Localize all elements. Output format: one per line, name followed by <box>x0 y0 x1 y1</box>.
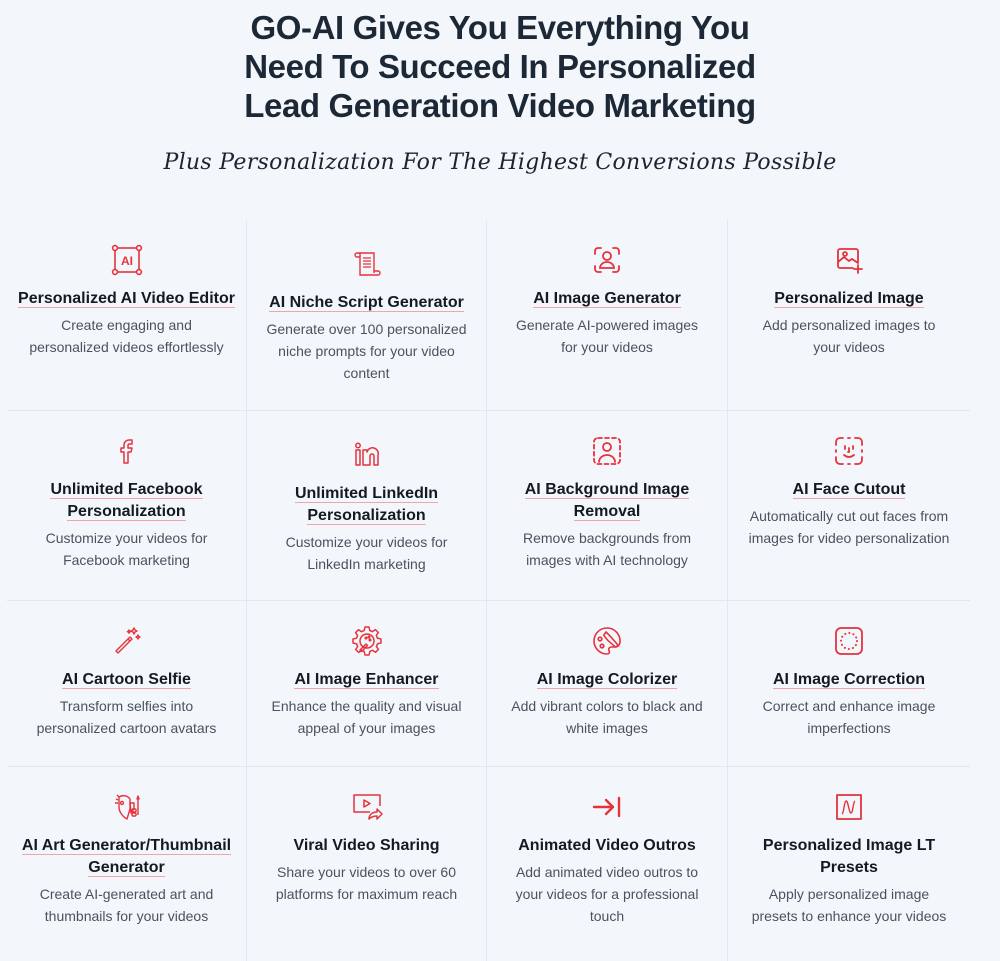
linkedin-icon <box>351 439 383 471</box>
image-add-icon <box>833 244 865 276</box>
ai-art-icon <box>111 791 143 823</box>
title-line-1: GO-AI Gives You Everything You <box>250 9 750 46</box>
page-title <box>0 8 1000 125</box>
feature-title: Animated Video Outros <box>518 837 696 854</box>
feature-description: Add animated video outros to your videos for a professional touch <box>515 864 699 924</box>
feature-description: Add vibrant colors to black and white images <box>511 698 703 736</box>
feature-card <box>728 767 970 961</box>
feature-card <box>487 411 728 601</box>
page-subtitle: Plus Personalization For The Highest Conversions Possible <box>163 150 837 175</box>
magic-wand-icon <box>111 625 143 657</box>
feature-title: Viral Video Sharing <box>293 837 440 854</box>
feature-description: Customize your videos for LinkedIn marketing <box>285 534 448 572</box>
feature-description: Customize your videos for Facebook marketing <box>45 530 208 568</box>
feature-card <box>7 411 247 601</box>
feature-description: Add personalized images to your videos <box>762 317 936 355</box>
feature-card <box>247 601 487 767</box>
feature-description: Enhance the quality and visual appeal of your images <box>271 698 462 736</box>
feature-title: Personalized Image LT Presets <box>762 837 936 876</box>
feature-title: AI Art Generator/Thumbnail Generator <box>21 837 232 876</box>
feature-description: Apply personalized image presets to enhance your videos <box>751 886 947 924</box>
feature-card <box>728 601 970 767</box>
feature-card <box>487 601 728 767</box>
feature-description: Generate AI-powered images for your videos <box>515 317 699 355</box>
feature-title: AI Face Cutout <box>792 481 906 498</box>
user-dashed-frame-icon <box>591 435 623 467</box>
feature-card <box>7 220 247 411</box>
feature-card <box>7 767 247 961</box>
feature-card <box>728 411 970 601</box>
feature-description: Automatically cut out faces from images for video personalization <box>748 508 950 546</box>
feature-card <box>728 220 970 411</box>
feature-title: AI Image Correction <box>772 671 926 688</box>
feature-card <box>487 767 728 961</box>
feature-title: Unlimited Facebook Personalization <box>50 481 203 520</box>
feature-title: AI Niche Script Generator <box>269 294 464 311</box>
feature-title: AI Image Generator <box>533 290 681 307</box>
feature-description: Create AI-generated art and thumbnails for your videos <box>39 886 214 924</box>
title-line-3: Lead Generation Video Marketing <box>244 87 756 124</box>
ai-frame-icon <box>111 244 143 276</box>
facebook-icon <box>111 435 143 467</box>
feature-description: Correct and enhance image imperfections <box>762 698 936 736</box>
feature-description: Share your videos to over 60 platforms for maximum reach <box>275 864 458 902</box>
feature-title: AI Cartoon Selfie <box>62 671 191 688</box>
user-scan-icon <box>591 244 623 276</box>
feature-title: Personalized AI Video Editor <box>18 290 235 307</box>
feature-title: AI Image Enhancer <box>294 671 439 688</box>
title-line-2: Need To Succeed In Personalized <box>244 48 756 85</box>
feature-card <box>247 411 487 601</box>
feature-card <box>7 601 247 767</box>
feature-card <box>247 767 487 961</box>
palette-icon <box>591 625 623 657</box>
arrow-to-end-icon <box>591 791 623 823</box>
face-scan-icon <box>833 435 865 467</box>
video-share-icon <box>351 791 383 823</box>
curve-preset-icon <box>833 791 865 823</box>
gear-brush-icon <box>351 625 383 657</box>
scroll-script-icon <box>351 248 383 280</box>
features-grid <box>7 220 970 961</box>
feature-card <box>487 220 728 411</box>
feature-description: Remove backgrounds from images with AI technology <box>522 530 692 568</box>
dotted-circle-square-icon <box>833 625 865 657</box>
svg-text:AI: AI <box>120 254 133 268</box>
feature-description: Create engaging and personalized videos effortlessly <box>29 317 224 355</box>
feature-title: Personalized Image <box>774 290 924 307</box>
feature-description: Generate over 100 personalized niche prompts for your video content <box>266 321 467 381</box>
feature-title: Unlimited LinkedIn Personalization <box>294 485 439 524</box>
feature-title: AI Background Image Removal <box>524 481 690 520</box>
feature-card <box>247 220 487 411</box>
feature-description: Transform selfies into personalized cartoon avatars <box>36 698 217 736</box>
feature-title: AI Image Colorizer <box>536 671 678 688</box>
